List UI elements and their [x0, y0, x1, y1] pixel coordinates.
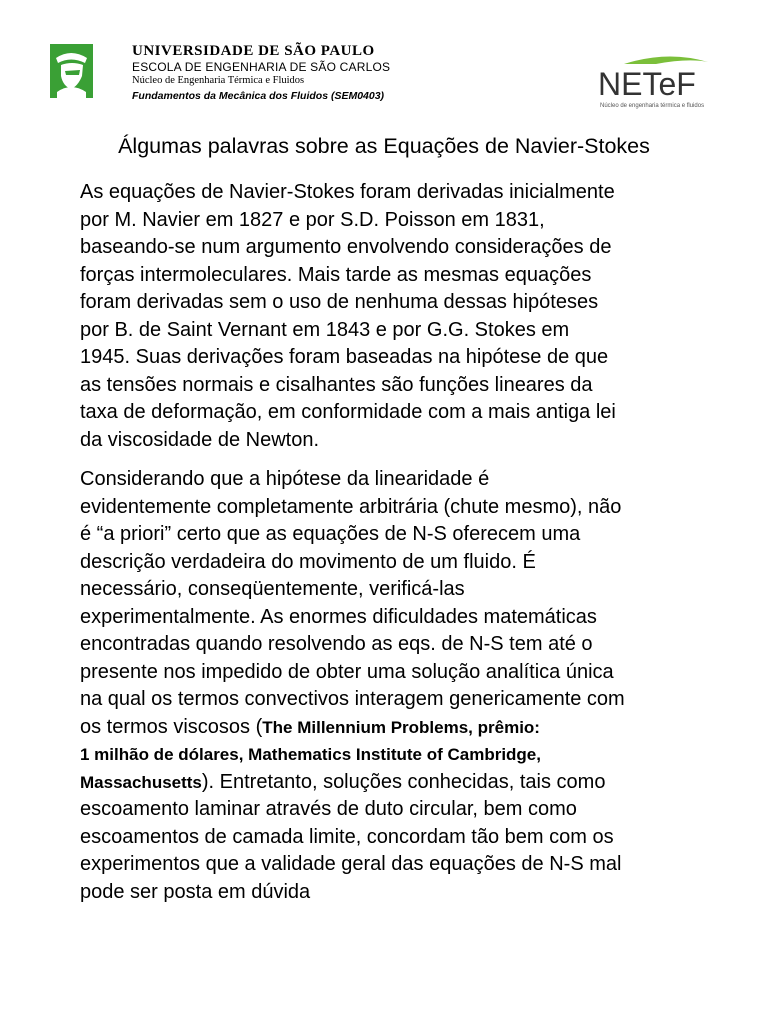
- text-line: taxa de deformação, em conformidade com a mais antiga lei: [80, 401, 616, 423]
- document-title: Álgumas palavras sobre as Equações de Navier-Stokes: [118, 134, 650, 158]
- course-name: Fundamentos da Mecânica dos Fluidos (SEM0403): [132, 90, 385, 102]
- school-name: ESCOLA DE ENGENHARIA DE SÃO CARLOS: [132, 60, 391, 74]
- usp-logo: [50, 44, 93, 98]
- text-line: evidentemente completamente arbitrária (chute mesmo), não: [80, 495, 622, 518]
- line-prefix: os termos viscosos (: [80, 715, 263, 738]
- text-line: por M. Navier em 1827 e por S.D. Poisson em 1831,: [80, 208, 545, 231]
- institution-header: [132, 43, 572, 104]
- text-line: presente nos impedido de obter uma solução analítica única: [80, 660, 614, 683]
- text-line: na qual os termos convectivos interagem genericamente com: [80, 688, 625, 710]
- paragraph-1: [80, 179, 720, 454]
- text-line: 1945. Suas derivações foram baseadas na hipótese de que: [80, 346, 609, 368]
- text-line: por B. de Saint Vernant em 1843 e por G.G. Stokes em: [80, 318, 570, 341]
- text-line: As equações de Navier-Stokes foram derivadas inicialmente: [80, 181, 615, 203]
- nucleus-name: Núcleo de Engenharia Térmica e Fluidos: [132, 75, 305, 86]
- text-line: escoamentos de camada limite, concordam tão bem com os: [80, 825, 614, 848]
- netef-logo: [596, 54, 714, 112]
- document-body: [80, 179, 720, 918]
- text-line-with-reference: [80, 769, 720, 797]
- text-line: escoamento laminar através de duto circular, bem como: [80, 798, 577, 820]
- text-line: é “a priori” certo que as equações de N-S oferecem uma: [80, 523, 581, 545]
- millennium-reference-part-1: The Millennium Problems, prêmio:: [262, 717, 540, 737]
- netef-logo-text: NETeF: [598, 66, 696, 102]
- text-line-with-reference: [80, 714, 720, 742]
- millennium-reference-part-3: Massachusetts: [80, 772, 202, 792]
- text-line: foram derivadas sem o uso de nenhuma dessas hipóteses: [80, 291, 599, 313]
- text-line: experimentalmente. As enormes dificuldades matemáticas: [80, 605, 597, 628]
- millennium-reference-part-2: 1 milhão de dólares, Mathematics Institute of Cambridge,: [80, 745, 541, 764]
- paragraph-2: [80, 466, 720, 906]
- text-line: necessário, conseqüentemente, verificá-las: [80, 578, 465, 600]
- text-line: baseando-se num argumento envolvendo considerações de: [80, 236, 612, 258]
- text-line: as tensões normais e cisalhantes são funções lineares da: [80, 373, 593, 396]
- text-line: Considerando que a hipótese da linearidade é: [80, 468, 490, 490]
- university-name: UNIVERSIDADE DE SÃO PAULO: [132, 43, 375, 59]
- text-line: da viscosidade de Newton.: [80, 428, 320, 451]
- text-line: encontradas quando resolvendo as eqs. de N-S tem até o: [80, 633, 593, 655]
- netef-logo-subtitle: Núcleo de engenharia térmica e fluidos: [600, 103, 705, 109]
- text-line: forças intermoleculares. Mais tarde as mesmas equações: [80, 263, 592, 286]
- text-line: experimentos que a validade geral das equações de N-S mal: [80, 853, 622, 875]
- text-line: descrição verdadeira do movimento de um fluido. É: [80, 550, 536, 573]
- line-suffix: ). Entretanto, soluções conhecidas, tais como: [201, 770, 606, 793]
- text-line: pode ser posta em dúvida: [80, 880, 311, 903]
